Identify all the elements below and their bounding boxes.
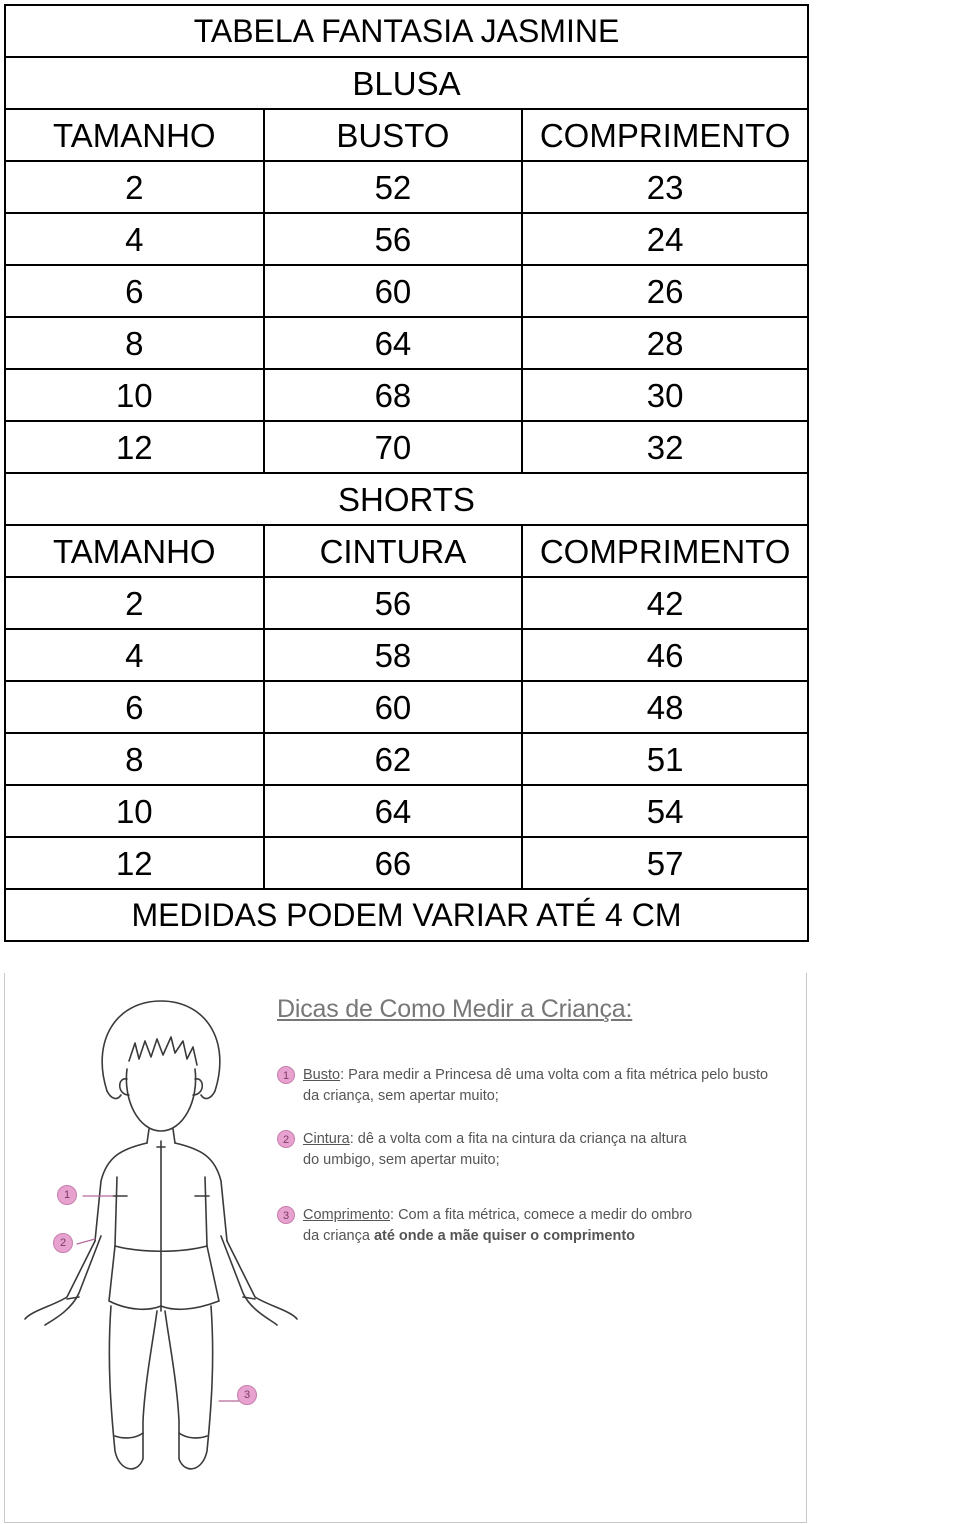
column-header: COMPRIMENTO: [522, 525, 808, 577]
table-row: [5, 681, 808, 733]
guide-title: Dicas de Como Medir a Criança:: [277, 995, 633, 1023]
size-table: [4, 4, 809, 942]
tip-term: Cintura: [303, 1131, 350, 1147]
cell: 68: [264, 369, 523, 421]
cell: 8: [5, 733, 264, 785]
tip-text: : dê a volta com a fita na cintura da criança na altura: [349, 1131, 687, 1147]
tip-number-icon: 2: [277, 1130, 295, 1148]
column-header: TAMANHO: [5, 525, 264, 577]
cell: 6: [5, 265, 264, 317]
tip-cintura: [277, 1129, 797, 1171]
cell: 30: [522, 369, 808, 421]
table-row: [5, 837, 808, 889]
marker-1-icon: 1: [57, 1185, 77, 1205]
tip-text: : Com a fita métrica, comece a medir do ombro: [390, 1207, 693, 1223]
header-row-blusa: [5, 109, 808, 161]
cell: 32: [522, 421, 808, 473]
child-figure-illustration: [11, 981, 311, 1481]
cell: 58: [264, 629, 523, 681]
cell: 70: [264, 421, 523, 473]
cell: 46: [522, 629, 808, 681]
column-header: COMPRIMENTO: [522, 109, 808, 161]
cell: 26: [522, 265, 808, 317]
column-header: CINTURA: [264, 525, 523, 577]
tip-text-2: do umbigo, sem apertar muito;: [303, 1152, 500, 1168]
table-row: [5, 161, 808, 213]
tip-bold-text: até onde a mãe quiser o comprimento: [373, 1228, 636, 1244]
cell: 56: [264, 577, 523, 629]
cell: 6: [5, 681, 264, 733]
cell: 57: [522, 837, 808, 889]
variation-note: MEDIDAS PODEM VARIAR ATÉ 4 CM: [5, 889, 808, 941]
cell: 64: [264, 317, 523, 369]
cell: 64: [264, 785, 523, 837]
cell: 12: [5, 421, 264, 473]
cell: 56: [264, 213, 523, 265]
table-row: [5, 629, 808, 681]
table-row: [5, 785, 808, 837]
table-title: TABELA FANTASIA JASMINE: [5, 5, 808, 57]
column-header: TAMANHO: [5, 109, 264, 161]
cell: 48: [522, 681, 808, 733]
cell: 23: [522, 161, 808, 213]
table-row: [5, 733, 808, 785]
tip-busto: [277, 1065, 797, 1107]
cell: 10: [5, 785, 264, 837]
cell: 60: [264, 265, 523, 317]
cell: 24: [522, 213, 808, 265]
tip-term: Busto: [303, 1067, 341, 1083]
cell: 42: [522, 577, 808, 629]
cell: 4: [5, 629, 264, 681]
section-label-shorts: SHORTS: [5, 473, 808, 525]
cell: 51: [522, 733, 808, 785]
marker-3-icon: 3: [237, 1385, 257, 1405]
tip-text-2: da criança: [303, 1228, 374, 1244]
tip-text: : Para medir a Princesa dê uma volta com a fita métrica pelo busto: [340, 1067, 769, 1083]
table-row: [5, 213, 808, 265]
cell: 28: [522, 317, 808, 369]
table-row: [5, 265, 808, 317]
column-header: BUSTO: [264, 109, 523, 161]
tip-comprimento: [277, 1205, 797, 1247]
cell: 4: [5, 213, 264, 265]
cell: 2: [5, 577, 264, 629]
tip-number-icon: 1: [277, 1066, 295, 1084]
cell: 66: [264, 837, 523, 889]
table-row: [5, 421, 808, 473]
tip-text-2: da criança, sem apertar muito;: [303, 1088, 499, 1104]
cell: 54: [522, 785, 808, 837]
measuring-guide: [4, 973, 807, 1523]
cell: 52: [264, 161, 523, 213]
cell: 12: [5, 837, 264, 889]
tip-term: Comprimento: [303, 1207, 391, 1223]
header-row-shorts: [5, 525, 808, 577]
table-row: [5, 317, 808, 369]
tip-number-icon: 3: [277, 1206, 295, 1224]
table-row: [5, 369, 808, 421]
cell: 10: [5, 369, 264, 421]
marker-2-icon: 2: [53, 1233, 73, 1253]
section-label-blusa: BLUSA: [5, 57, 808, 109]
cell: 62: [264, 733, 523, 785]
cell: 2: [5, 161, 264, 213]
cell: 60: [264, 681, 523, 733]
table-row: [5, 577, 808, 629]
cell: 8: [5, 317, 264, 369]
